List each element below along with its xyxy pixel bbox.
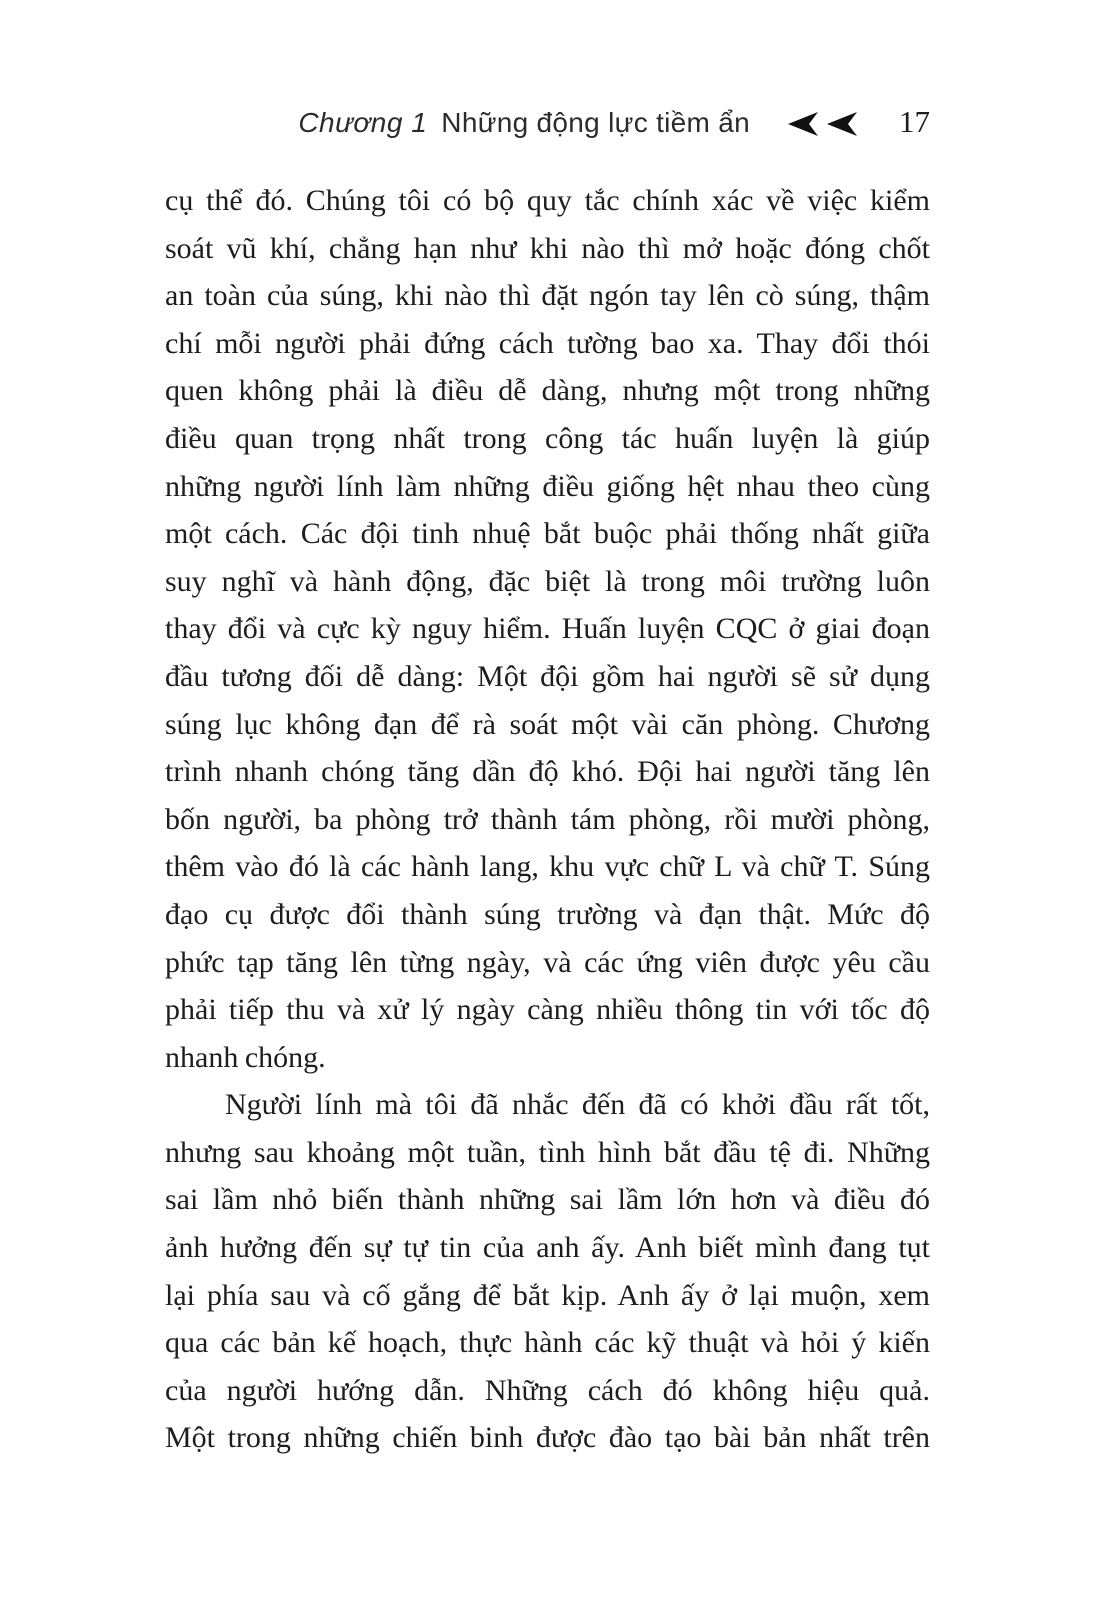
text-line: đầu tương đối dễ dàng: Một đội gồm hai người sẽ sử dụng (165, 659, 930, 693)
text-line: phải tiếp thu và xử lý ngày càng nhiều thông tin với tốc độ (165, 993, 930, 1027)
page-number: 17 (899, 104, 930, 139)
text-line: sai lầm nhỏ biến thành những sai lầm lớn hơn và điều đó (165, 1183, 930, 1217)
text-line: lại phía sau và cố gắng để bắt kịp. Anh ấy ở lại muộn, xem (165, 1278, 930, 1312)
text-line: bốn người, ba phòng trở thành tám phòng, rồi mười phòng, (165, 802, 930, 836)
page-header (165, 104, 930, 140)
text-line: chí mỗi người phải đứng cách tường bao xa. Thay đổi thói (165, 326, 930, 360)
body-text (165, 177, 930, 1462)
text-line: những người lính làm những điều giống hệt nhau theo cùng (165, 469, 930, 503)
text-line: ảnh hưởng đến sự tự tin của anh ấy. Anh biết mình đang tụt (165, 1231, 930, 1265)
text-line: của người hướng dẫn. Những cách đó không hiệu quả. (165, 1373, 930, 1407)
text-line: Người lính mà tôi đã nhắc đến đã có khởi đầu rất tốt, (225, 1088, 930, 1122)
text-line: thêm vào đó là các hành lang, khu vực chữ L và chữ T. Súng (165, 850, 930, 884)
text-line: thay đổi và cực kỳ nguy hiểm. Huấn luyện CQC ở giai đoạn (165, 612, 930, 646)
chapter-label: Chương 1 (298, 107, 428, 138)
text-line: suy nghĩ và hành động, đặc biệt là trong môi trường luôn (165, 564, 930, 598)
text-line: điều quan trọng nhất trong công tác huấn luyện là giúp (165, 421, 930, 455)
text-line: nhanh chóng. (165, 1040, 326, 1074)
double-left-arrowhead-icon (788, 112, 857, 136)
text-line: nhưng sau khoảng một tuần, tình hình bắt đầu tệ đi. Những (165, 1135, 930, 1169)
text-line: an toàn của súng, khi nào thì đặt ngón tay lên cò súng, thậm (165, 279, 930, 313)
text-line: quen không phải là điều dễ dàng, nhưng một trong những (165, 374, 930, 408)
text-line: Một trong những chiến binh được đào tạo bài bản nhất trên (165, 1421, 930, 1455)
chapter-title: Những động lực tiềm ẩn (441, 107, 750, 138)
text-line: qua các bản kế hoạch, thực hành các kỹ thuật và hỏi ý kiến (165, 1326, 930, 1360)
text-line: súng lục không đạn để rà soát một vài căn phòng. Chương (165, 707, 930, 741)
text-line: soát vũ khí, chẳng hạn như khi nào thì mở hoặc đóng chốt (165, 231, 930, 265)
text-line: phức tạp tăng lên từng ngày, và các ứng viên được yêu cầu (165, 945, 930, 979)
text-line: đạo cụ được đổi thành súng trường và đạn thật. Mức độ (165, 897, 930, 931)
text-line: một cách. Các đội tinh nhuệ bắt buộc phải thống nhất giữa (165, 517, 930, 551)
text-line: trình nhanh chóng tăng dần độ khó. Đội hai người tăng lên (165, 755, 930, 789)
text-line: cụ thể đó. Chúng tôi có bộ quy tắc chính xác về việc kiểm (165, 184, 930, 217)
